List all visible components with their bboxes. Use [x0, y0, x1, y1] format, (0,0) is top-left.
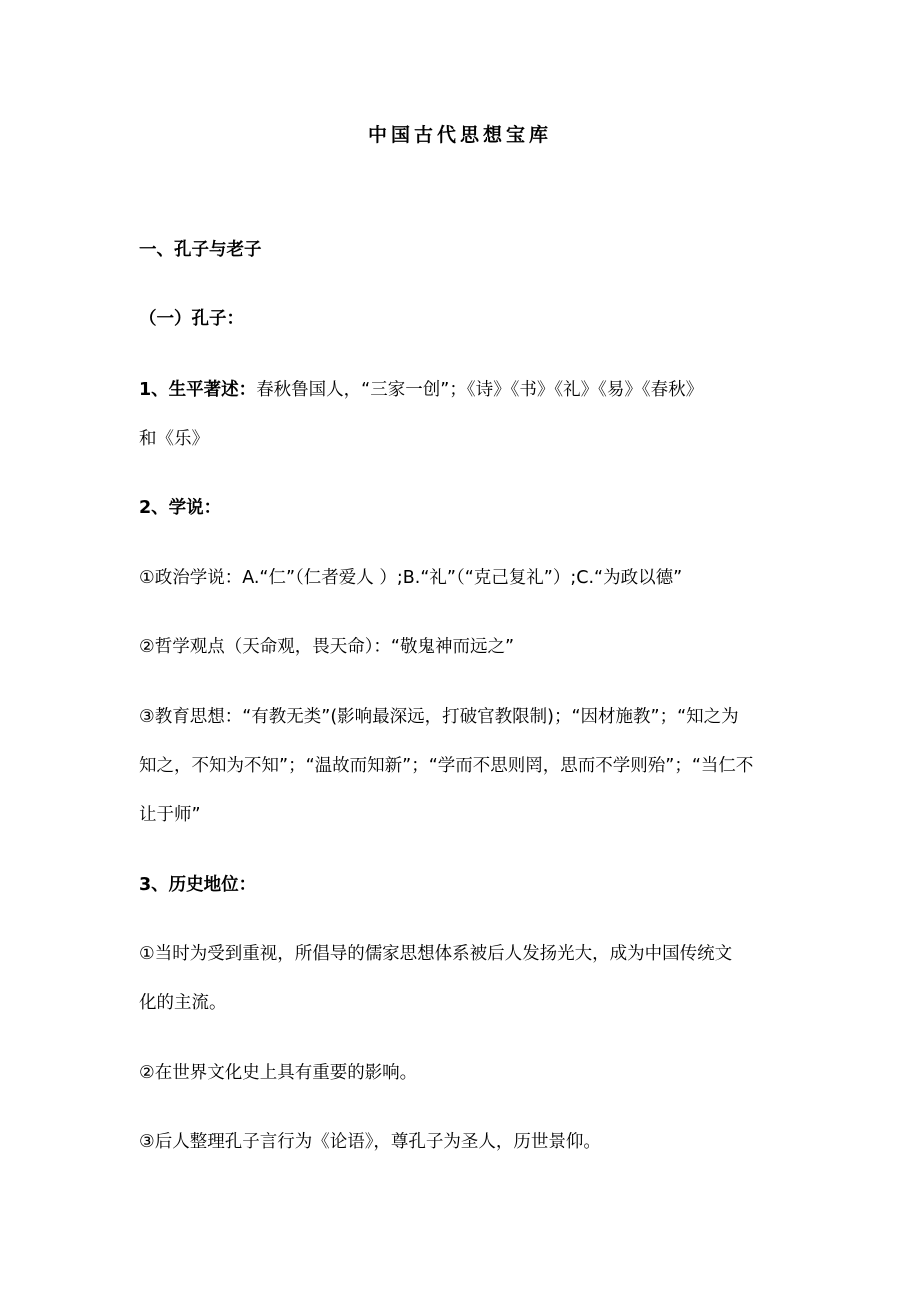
historical-status-heading: 3、历史地位： — [139, 875, 257, 895]
philosophy-doctrine: ②哲学观点（天命观，畏天命）：“敬鬼神而远之” — [139, 637, 515, 657]
status-point-3: ③后人整理孔子言行为《论语》，尊孔子为圣人，历世景仰。 — [139, 1132, 601, 1152]
status-point-1-line-1: ①当时为受到重视，所倡导的儒家思想体系被后人发扬光大，成为中国传统文 — [139, 944, 733, 964]
education-doctrine-line-3: 让于师” — [139, 805, 201, 825]
subsection-heading-confucius: （一）孔子： — [139, 309, 244, 329]
doctrine-heading: 2、学说： — [139, 498, 222, 518]
status-point-1-line-2: 化的主流。 — [139, 993, 227, 1013]
political-doctrine: ①政治学说：A.“仁”（仁者爱人 ）;B.“礼”（“克己复礼”）;C.“为政以德” — [139, 568, 683, 588]
biography-label: 1、生平著述： — [139, 380, 257, 400]
section-heading-confucius-laozi: 一、孔子与老子 — [139, 240, 262, 260]
status-point-2: ②在世界文化史上具有重要的影响。 — [139, 1063, 418, 1083]
education-doctrine-line-1: ③教育思想：“有教无类”(影响最深远，打破官教限制)；“因材施教”；“知之为 — [139, 707, 739, 727]
biography-text: 春秋鲁国人，“三家一创”；《诗》《书》《礼》《易》《春秋》 — [256, 380, 704, 400]
education-doctrine-line-2: 知之，不知为不知”；“温故而知新”；“学而不思则罔，思而不学则殆”；“当仁不 — [139, 756, 754, 776]
page-title: 中国古代思想宝库 — [367, 124, 552, 146]
biography-line-2: 和《乐》 — [139, 429, 209, 449]
biography-line-1 — [139, 376, 789, 404]
